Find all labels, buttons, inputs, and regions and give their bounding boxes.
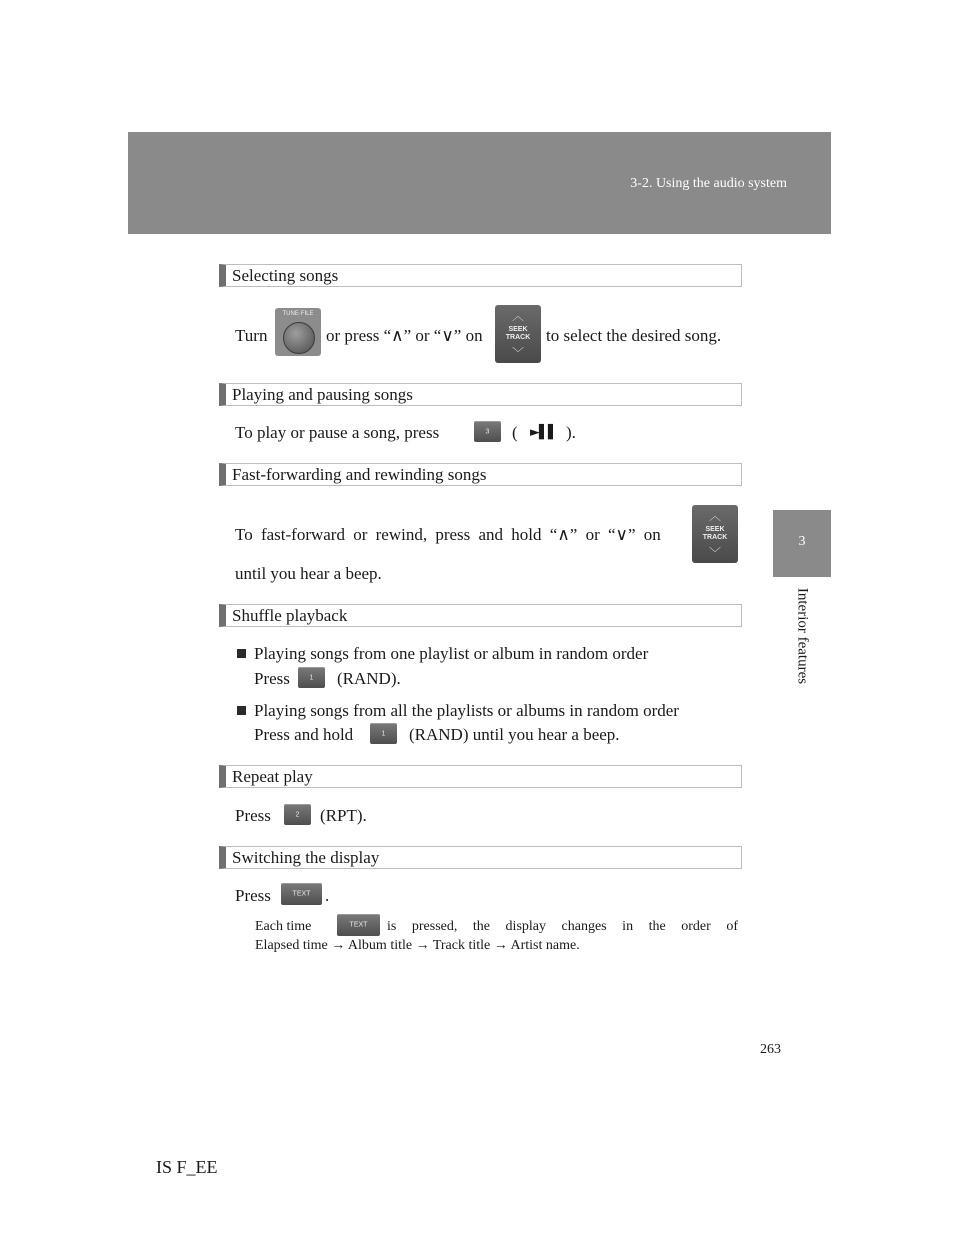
section-heading-selecting [219,264,742,287]
heading-text: Switching the display [232,848,380,867]
button-2-label: 2 [295,811,300,818]
chevron-up-icon: ︿ [511,309,525,323]
text-ff-line1: To fast-forward or rewind, press and hold “∧” or “∨” on [235,525,661,544]
text-button-label: TEXT [349,921,368,929]
text-or-press: or press “∧” or “∨” on [326,326,483,345]
button-3-label: 3 [485,428,490,435]
seek-track-icon [692,505,738,563]
list-item [237,701,679,721]
button-3-icon [474,421,501,442]
heading-text: Selecting songs [232,266,339,285]
text-rand-beep: (RAND) until you hear a beep. [409,725,620,744]
text-press-hold: Press and hold [254,725,354,744]
list-item [237,644,648,664]
button-1-icon [298,667,325,688]
chapter-tab [773,510,831,577]
section-heading-display [219,846,742,869]
section-heading-playing [219,383,742,406]
text-turn: Turn [235,326,268,345]
text-ff-line2: until you hear a beep. [235,564,382,583]
text-press: Press [235,886,271,905]
note-order: Elapsed time → Album title → Track title → Artist name. [255,938,580,953]
button-2-icon [284,804,311,825]
paren-open: ( [512,423,518,442]
text-rand: (RAND). [337,669,401,688]
button-1-label: 1 [381,730,386,737]
bullet-icon [237,649,246,658]
button-1-label: 1 [309,674,314,681]
heading-text: Repeat play [232,767,313,786]
seek-label: SEEK TRACK [505,326,531,341]
list-item-text: Playing songs from one playlist or album in random order [254,644,649,663]
section-heading-fastforward [219,463,742,486]
section-title: 3-2. Using the audio system [630,176,787,191]
heading-text: Fast-forwarding and rewinding songs [232,465,487,484]
chapter-label: Interior features [794,587,811,685]
seek-label: SEEK TRACK [702,526,728,541]
chapter-number: 3 [798,534,806,549]
tune-knob-icon [275,308,321,356]
bullet-icon [237,706,246,715]
text-period: . [325,886,330,905]
knob-dial [283,322,315,354]
note-end: is pressed, the display changes in the order of [387,919,738,934]
header-band [128,132,831,234]
text-button-icon [337,914,380,936]
text-play-pause: To play or pause a song, press [235,423,440,442]
chevron-up-icon: ︿ [708,509,722,523]
chevron-down-icon: ﹀ [708,546,722,560]
tune-knob-label: TUNE·FILE [282,311,314,317]
page-number: 263 [760,1042,781,1057]
text-button-label: TEXT [292,890,311,898]
text-button-icon [281,883,322,905]
text-select-song: to select the desired song. [546,326,722,345]
text-press: Press [235,806,271,825]
note-start: Each time [255,919,312,934]
section-heading-repeat [219,765,742,788]
chevron-down-icon: ﹀ [511,346,525,360]
heading-text: Playing and pausing songs [232,385,413,404]
list-item-text: Playing songs from all the playlists or albums in random order [254,701,679,720]
button-1-icon [370,723,397,744]
text-press: Press [254,669,290,688]
seek-track-icon [495,305,541,363]
heading-text: Shuffle playback [232,606,348,625]
paren-close: ). [566,423,576,442]
section-heading-shuffle [219,604,742,627]
text-rpt: (RPT). [320,806,367,825]
play-pause-icon: ►▌▌ [530,425,557,440]
document-code: IS F_EE [156,1157,218,1177]
